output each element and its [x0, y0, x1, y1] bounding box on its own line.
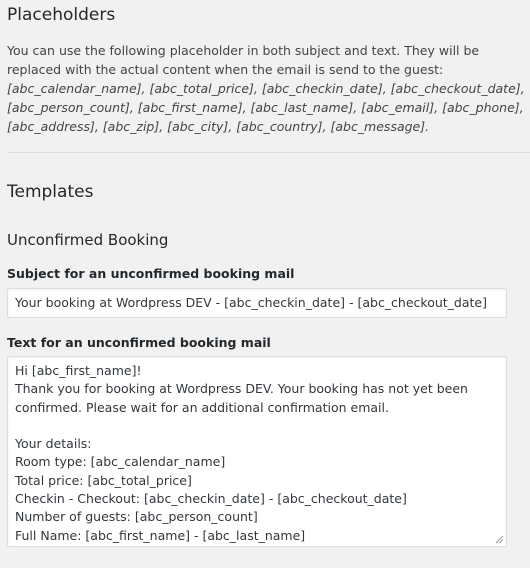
placeholder-line: [abc_address], [abc_zip], [abc_city], [abc_country], [abc_message].	[7, 119, 430, 134]
placeholder-list	[7, 79, 530, 136]
subject-input[interactable]: Your booking at Wordpress DEV - [abc_checkin_date] - [abc_checkout_date]	[7, 288, 507, 318]
textarea-content: Hi [abc_first_name]! Thank you for booking at Wordpress DEV. Your booking has not yet been confirmed. Please wait for an additional confirmation email. Your details: Room type: [abc_calendar_name] Total price: [abc_total_price] Checkin - Checkout: [abc_checkin_date] - [abc_checkout_date] Number of guests: [abc_person_count] Full Name: [abc_first_name] - [abc_last_name]	[15, 363, 468, 543]
subject-field-label: Subject for an unconfirmed booking mail	[7, 266, 295, 281]
unconfirmed-booking-heading: Unconfirmed Booking	[7, 231, 169, 249]
placeholders-description: You can use the following placeholder in both subject and text. They will be replaced with the actual content when the email is send to the guest:	[7, 43, 480, 77]
placeholder-line: [abc_calendar_name], [abc_total_price], [abc_checkin_date], [abc_checkout_date],	[7, 81, 525, 96]
text-field-label: Text for an unconfirmed booking mail	[7, 335, 271, 350]
placeholders-heading: Placeholders	[7, 5, 116, 25]
templates-heading: Templates	[7, 182, 94, 202]
resize-grip-icon[interactable]	[495, 535, 504, 544]
text-textarea[interactable]	[7, 356, 507, 547]
text-textarea-wrapper	[7, 356, 507, 547]
placeholder-line: [abc_person_count], [abc_first_name], [abc_last_name], [abc_email], [abc_phone],	[7, 100, 524, 115]
section-divider	[7, 152, 530, 153]
